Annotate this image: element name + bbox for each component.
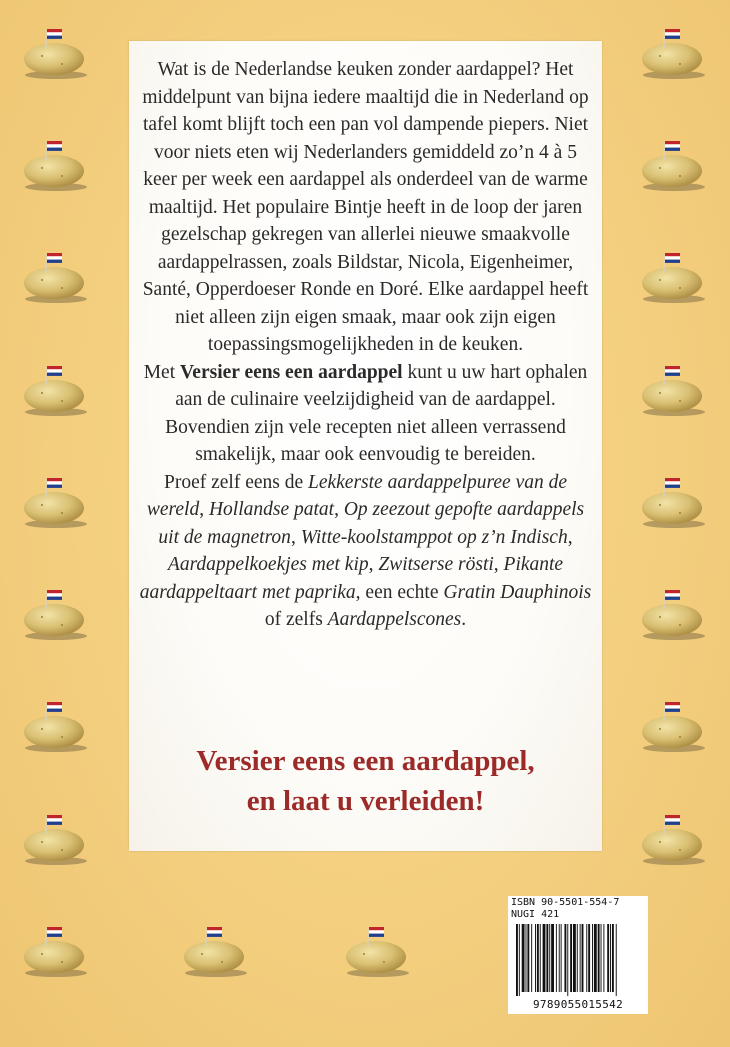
recipe-name: Gratin Dauphinois xyxy=(443,581,592,603)
book-title-bold: Versier eens een aardappel xyxy=(180,361,403,383)
potato-flag-icon xyxy=(640,697,706,755)
potato-flag-icon xyxy=(22,473,88,531)
potato-flag-icon xyxy=(344,922,410,980)
separator: , xyxy=(199,499,209,520)
recipe-name: Aardappelscones xyxy=(327,609,462,630)
barcode-bars-icon xyxy=(516,924,642,996)
potato-flag-icon xyxy=(22,248,88,306)
separator: , xyxy=(493,554,504,575)
slogan-line-2: en laat u verleiden! xyxy=(246,785,485,817)
barcode-label xyxy=(508,896,648,1014)
text-span: Met xyxy=(143,361,180,383)
recipe-name: Lekkerste aardappelpuree van de wereld xyxy=(146,471,568,520)
potato-flag-icon xyxy=(640,248,706,306)
isbn-number: ISBN 90-5501-554-7 xyxy=(511,897,620,908)
potato-flag-icon xyxy=(182,922,248,980)
text-span: Proef zelf eens de xyxy=(163,471,308,493)
text-span: , een echte xyxy=(355,581,444,603)
recipe-name: Aardappelkoekjes met kip xyxy=(167,554,369,575)
recipe-name: Zwitserse rösti xyxy=(378,554,494,575)
potato-flag-icon xyxy=(640,810,706,868)
potato-flag-icon xyxy=(22,697,88,755)
separator: , xyxy=(368,554,379,575)
recipe-name: Witte-koolstamppot op z’n Indisch xyxy=(300,526,568,548)
potato-flag-icon xyxy=(640,473,706,531)
potato-flag-icon xyxy=(22,24,88,82)
text-span: kunt u uw hart ophalen aan de culinaire veelzijdigheid van de aardappel. Bovendien zijn vele recepten niet alleen verrassend smakelijk, maar ook eenvoudig te bereiden. xyxy=(165,361,588,465)
potato-flag-icon xyxy=(22,136,88,194)
recipe-name: Hollandse patat xyxy=(208,499,335,520)
potato-flag-icon xyxy=(640,361,706,419)
separator: , xyxy=(567,526,573,548)
separator: , xyxy=(334,499,344,520)
description-text xyxy=(139,56,592,634)
potato-flag-icon xyxy=(22,585,88,643)
separator: , xyxy=(290,526,301,548)
potato-flag-icon xyxy=(22,922,88,980)
nugi-code: NUGI 421 xyxy=(511,909,560,920)
recipe-name: Pikante aardappeltaart met paprika xyxy=(139,554,564,603)
text-span: . xyxy=(461,609,467,630)
slogan xyxy=(129,741,602,821)
text-span: of zelfs xyxy=(264,609,328,630)
potato-flag-icon xyxy=(640,585,706,643)
description-panel xyxy=(129,41,602,851)
potato-flag-icon xyxy=(22,361,88,419)
intro-paragraph: Wat is de Nederlandse keuken zonder aardappel? Het middelpunt van bijna iedere maaltijd die in Nederland op tafel komt blijft toch een pan vol dampende piepers. Niet voor niets eten wij Nederlanders gemiddeld zo’n 4 à 5 keer per week een aardappel als onderdeel van de warme maaltijd. Het populaire Bintje heeft in de loop der jaren gezelschap gekregen van allerlei nieuwe smaakvolle aardappelrassen, zoals Bildstar, Nicola, Eigenheimer, Santé, Opperdoeser Ronde en Doré. Elke aardappel heeft niet alleen zijn eigen smaak, maar ook zijn eigen toepassingsmogelijkheden in de keuken. xyxy=(142,59,589,355)
recipe-name: Op zeezout gepofte aardappels uit de magnetron xyxy=(158,499,585,548)
slogan-line-1: Versier eens een aardappel, xyxy=(196,745,535,777)
potato-flag-icon xyxy=(22,810,88,868)
ean-number: 9789055015542 xyxy=(533,998,623,1011)
potato-flag-icon xyxy=(640,24,706,82)
potato-flag-icon xyxy=(640,136,706,194)
